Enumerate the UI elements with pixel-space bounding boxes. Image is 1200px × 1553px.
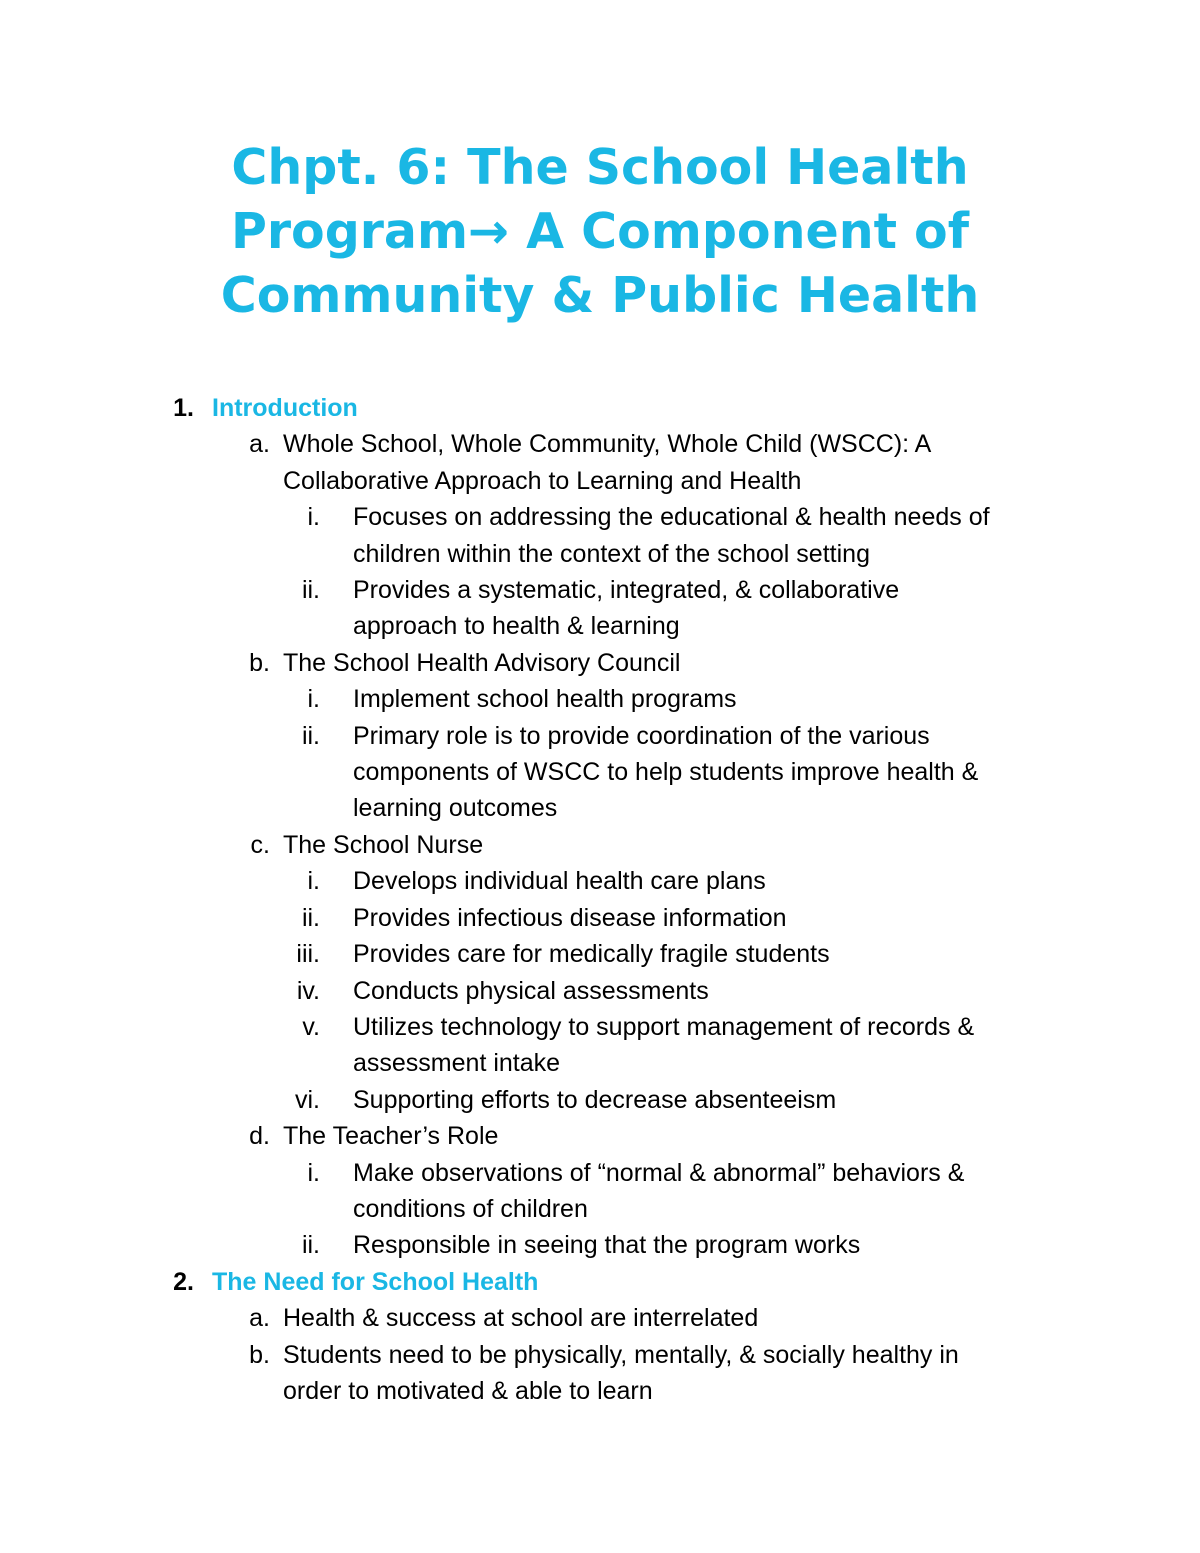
list-item-text (212, 1264, 1200, 1300)
text-line: children within the context of the school setting (353, 539, 870, 568)
text-line: approach to health & learning (353, 612, 680, 641)
bullet-item (0, 1082, 1200, 1118)
list-item-text (283, 1300, 1200, 1336)
subsection-item (0, 1300, 1200, 1336)
text-line: Conducts physical assessments (353, 976, 709, 1005)
document-title (0, 136, 1200, 328)
bullet-item (0, 572, 1200, 645)
list-marker: ii. (301, 1231, 320, 1260)
list-marker: iv. (296, 976, 320, 1005)
text-line: The School Health Advisory Council (283, 648, 681, 677)
text-line: learning outcomes (353, 794, 558, 823)
list-marker: b. (249, 648, 270, 677)
list-marker: 2. (173, 1267, 194, 1296)
list-item-text (353, 1009, 1200, 1082)
text-line: Focuses on addressing the educational & health needs of (353, 503, 990, 532)
bullet-item (0, 863, 1200, 899)
title-line: Chpt. 6: The School Health (231, 139, 969, 196)
list-marker: a. (249, 430, 270, 459)
text-line: Whole School, Whole Community, Whole Child (WSCC): A (283, 430, 932, 459)
list-marker: i. (307, 1158, 320, 1187)
list-item-text (353, 499, 1200, 572)
bullet-item (0, 718, 1200, 827)
subsection-item (0, 645, 1200, 681)
list-item-text (283, 1337, 1200, 1410)
title-line: Community & Public Health (220, 267, 980, 324)
section-item (0, 1264, 1200, 1300)
bullet-item (0, 681, 1200, 717)
list-item-text (212, 390, 1200, 426)
list-item-text (353, 973, 1200, 1009)
subsection-item (0, 1337, 1200, 1410)
list-marker: v. (302, 1012, 320, 1041)
subsection-item (0, 426, 1200, 499)
list-marker: iii. (296, 940, 320, 969)
text-line: Provides care for medically fragile students (353, 940, 830, 969)
list-item-text (283, 1118, 1200, 1154)
section-item (0, 390, 1200, 426)
bullet-item (0, 900, 1200, 936)
text-line: Supporting efforts to decrease absenteeism (353, 1085, 837, 1114)
text-line: Primary role is to provide coordination of the various (353, 721, 930, 750)
text-line: Implement school health programs (353, 685, 737, 714)
list-item-text (353, 681, 1200, 717)
list-marker: a. (249, 1304, 270, 1333)
text-line: components of WSCC to help students improve health & (353, 758, 979, 787)
list-marker: d. (249, 1122, 270, 1151)
text-line: Develops individual health care plans (353, 867, 766, 896)
list-item-text (353, 718, 1200, 827)
bullet-item (0, 499, 1200, 572)
subsection-item (0, 827, 1200, 863)
list-item-text (283, 426, 1200, 499)
text-line: Provides a systematic, integrated, & collaborative (353, 576, 900, 605)
list-item-text (283, 827, 1200, 863)
outline-list (0, 390, 1200, 1409)
list-item-text (353, 900, 1200, 936)
list-item-text (353, 1227, 1200, 1263)
list-marker: ii. (301, 903, 320, 932)
list-item-text (353, 863, 1200, 899)
title-line: Program→ A Component of (230, 203, 970, 260)
list-marker: b. (249, 1340, 270, 1369)
text-line: Health & success at school are interrelated (283, 1304, 759, 1333)
bullet-item (0, 1155, 1200, 1228)
text-line: Provides infectious disease information (353, 903, 787, 932)
list-marker: i. (307, 867, 320, 896)
text-line: The Need for School Health (212, 1267, 539, 1296)
text-line: Introduction (212, 394, 358, 422)
bullet-item (0, 1009, 1200, 1082)
text-line: The School Nurse (283, 830, 484, 859)
list-marker: ii. (301, 721, 320, 750)
text-line: Collaborative Approach to Learning and Health (283, 466, 802, 495)
list-marker: 1. (173, 394, 194, 422)
list-item-text (353, 572, 1200, 645)
list-marker: i. (307, 503, 320, 532)
list-marker: i. (307, 685, 320, 714)
list-marker: c. (250, 830, 270, 859)
list-item-text (353, 936, 1200, 972)
list-item-text (283, 645, 1200, 681)
bullet-item (0, 936, 1200, 972)
list-marker: vi. (295, 1085, 320, 1114)
text-line: conditions of children (353, 1194, 588, 1223)
list-item-text (353, 1155, 1200, 1228)
list-item-text (353, 1082, 1200, 1118)
text-line: assessment intake (353, 1049, 561, 1078)
text-line: Responsible in seeing that the program works (353, 1231, 861, 1260)
bullet-item (0, 1227, 1200, 1263)
text-line: order to motivated & able to learn (283, 1376, 653, 1405)
text-line: Make observations of “normal & abnormal” behaviors & (353, 1158, 965, 1187)
subsection-item (0, 1118, 1200, 1154)
list-marker: ii. (301, 576, 320, 605)
text-line: Utilizes technology to support management of records & (353, 1012, 975, 1041)
text-line: The Teacher’s Role (283, 1122, 499, 1151)
bullet-item (0, 973, 1200, 1009)
text-line: Students need to be physically, mentally, & socially healthy in (283, 1340, 959, 1369)
